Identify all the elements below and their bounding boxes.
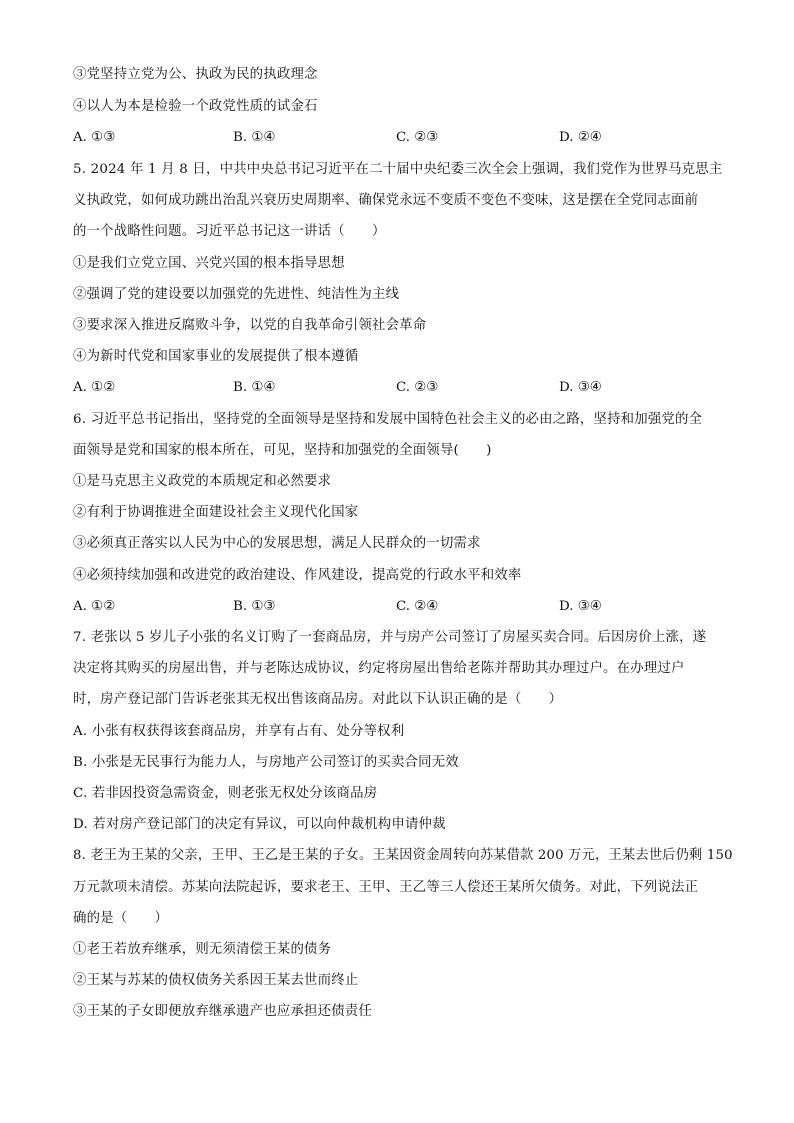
option-b: B. ①④ xyxy=(233,380,276,395)
item-line: ③要求深入推进反腐败斗争，以党的自我革命引领社会革命 xyxy=(73,318,427,333)
option-d: D. ③④ xyxy=(559,599,602,614)
item-line: ①老王若放弃继承，则无须清偿王某的债务 xyxy=(73,942,332,957)
choice-a: A. 小张有权获得该套商品房，并享有占有、处分等权利 xyxy=(73,724,405,739)
item-line: ①是我们立党立国、兴党兴国的根本指导思想 xyxy=(73,256,345,271)
question-stem-line: 时，房产登记部门告诉老张其无权出售该商品房。对此以下认识正确的是（ ） xyxy=(73,692,563,707)
choice-c: C. 若非因投资急需资金，则老张无权处分该商品房 xyxy=(73,786,378,801)
choice-b: B. 小张是无民事行为能力人，与房地产公司签订的买卖合同无效 xyxy=(73,755,459,770)
item-line: ④必须持续加强和改进党的政治建设、作风建设，提高党的行政水平和效率 xyxy=(73,568,522,583)
item-line: ①是马克思主义政党的本质规定和必然要求 xyxy=(73,474,332,489)
item-line: ③王某的子女即便放弃继承遗产也应承担还债责任 xyxy=(73,1004,372,1019)
question-stem-line: 确的是（ ） xyxy=(73,911,169,926)
item-line: ④以人为本是检验一个政党性质的试金石 xyxy=(73,99,318,114)
question-stem-line: 5. 2024 年 1 月 8 日，中共中央总书记习近平在二十届中央纪委三次全会上强调，我们党作为世界马克思主 xyxy=(73,162,723,177)
option-c: C. ②④ xyxy=(396,599,439,614)
question-stem-line: 的一个战略性问题。习近平总书记这一讲话（ ） xyxy=(73,224,386,239)
option-d: D. ②④ xyxy=(559,130,602,145)
item-line: ③必须真正落实以人民为中心的发展思想，满足人民群众的一切需求 xyxy=(73,536,481,551)
answer-options xyxy=(73,378,733,398)
question-stem-line: 万元款项未清偿。苏某向法院起诉，要求老王、王甲、王乙等三人偿还王某所欠债务。对此，下列说法正 xyxy=(73,880,699,895)
answer-options xyxy=(73,128,733,148)
option-c: C. ②③ xyxy=(396,130,439,145)
answer-options xyxy=(73,597,733,617)
option-a: A. ①③ xyxy=(73,130,116,145)
choice-d: D. 若对房产登记部门的决定有异议，可以向仲裁机构申请仲裁 xyxy=(73,817,446,832)
option-b: B. ①③ xyxy=(233,599,276,614)
item-line: ②王某与苏某的债权债务关系因王某去世而终止 xyxy=(73,973,359,988)
option-d: D. ③④ xyxy=(559,380,602,395)
item-line: ②强调了党的建设要以加强党的先进性、纯洁性为主线 xyxy=(73,287,400,302)
option-c: C. ②③ xyxy=(396,380,439,395)
option-b: B. ①④ xyxy=(233,130,276,145)
question-stem-line: 7. 老张以 5 岁儿子小张的名义订购了一套商品房，并与房产公司签订了房屋买卖合同。后因房价上涨，遂 xyxy=(73,630,707,645)
question-stem-line: 面领导是党和国家的根本所在，可见，坚持和加强党的全面领导( ) xyxy=(73,443,492,458)
question-stem-line: 8. 老王为王某的父亲，王甲、王乙是王某的子女。王某因资金周转向苏某借款 200 万元，王某去世后仍剩 150 xyxy=(73,848,733,863)
question-stem-line: 6. 习近平总书记指出，坚持党的全面领导是坚持和发展中国特色社会主义的必由之路，坚持和加强党的全 xyxy=(73,412,703,427)
question-stem-line: 决定将其购买的房屋出售，并与老陈达成协议，约定将房屋出售给老陈并帮助其办理过户。在办理过户 xyxy=(73,661,685,676)
option-a: A. ①② xyxy=(73,380,116,395)
question-stem-line: 义执政党，如何成功跳出治乱兴衰历史周期率、确保党永远不变质不变色不变味，这是摆在全党同志面前 xyxy=(73,193,699,208)
item-line: ④为新时代党和国家事业的发展提供了根本遵循 xyxy=(73,349,359,364)
option-a: A. ①② xyxy=(73,599,116,614)
item-line: ②有利于协调推进全面建设社会主义现代化国家 xyxy=(73,505,359,520)
item-line: ③党坚持立党为公、执政为民的执政理念 xyxy=(73,67,318,82)
